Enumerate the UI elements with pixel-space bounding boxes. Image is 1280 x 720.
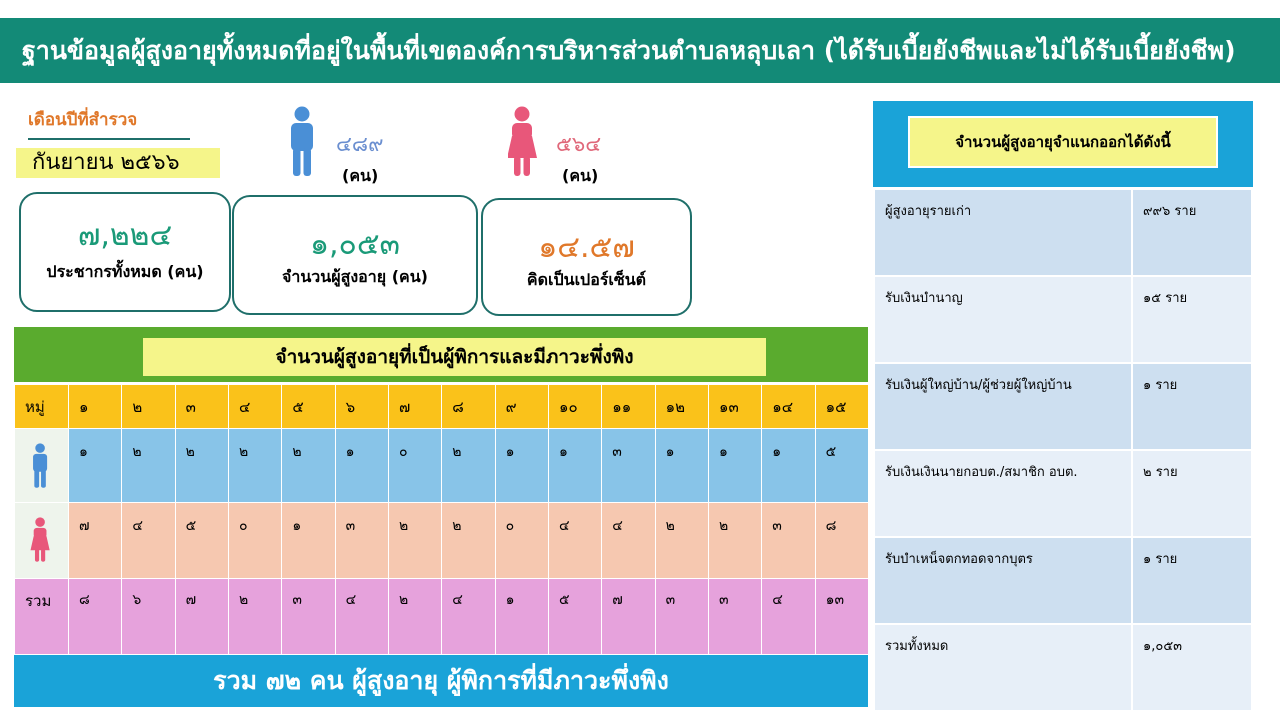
- village-header-row: [15, 385, 869, 429]
- female-count-cell: ๔: [548, 503, 601, 579]
- male-count-cell: ๕: [815, 429, 868, 503]
- male-count-cell: ๒: [228, 429, 281, 503]
- female-unit: (คน): [562, 166, 599, 185]
- classification-label: รับบำเหน็จตกทอดจากบุตร: [874, 537, 1132, 624]
- village-cell: ๗: [388, 385, 441, 429]
- male-count-cell: ๑: [655, 429, 708, 503]
- village-cell: ๑๓: [708, 385, 761, 429]
- total-count-cell: ๒: [388, 579, 441, 655]
- classification-row: [874, 363, 1252, 450]
- female-count-cell: ๗: [69, 503, 122, 579]
- male-count-cell: ๒: [282, 429, 335, 503]
- male-count-cell: ๑: [495, 429, 548, 503]
- village-cell: ๓: [175, 385, 228, 429]
- male-count-cell: ๑: [548, 429, 601, 503]
- male-count: ๔๘๙: [336, 132, 384, 156]
- classification-value: ๑ ราย: [1132, 363, 1252, 450]
- village-cell: ๖: [335, 385, 388, 429]
- elderly-count-label: จำนวนผู้สูงอายุ (คน): [282, 267, 428, 286]
- classification-row: [874, 189, 1252, 276]
- village-cell: ๑๔: [762, 385, 815, 429]
- disabled-table: [14, 384, 869, 655]
- female-count: ๕๖๔: [556, 132, 602, 156]
- male-row-label: [15, 429, 69, 503]
- total-count-cell: ๒: [228, 579, 281, 655]
- survey-date-label: เดือนปีที่สำรวจ: [28, 110, 138, 130]
- female-count-cell: ๓: [762, 503, 815, 579]
- classification-label: รับเงินผู้ใหญ่บ้าน/ผู้ช่วยผู้ใหญ่บ้าน: [874, 363, 1132, 450]
- male-count-cell: ๑: [708, 429, 761, 503]
- male-count-cell: ๑: [69, 429, 122, 503]
- female-row-label: [15, 503, 69, 579]
- female-count-cell: ๒: [655, 503, 708, 579]
- male-count-group: [288, 106, 408, 186]
- male-count-cell: ๒: [175, 429, 228, 503]
- male-person-icon: [29, 443, 55, 489]
- elderly-percent-card: [481, 198, 692, 316]
- total-row-label: รวม: [15, 579, 69, 655]
- total-count-cell: ๔: [335, 579, 388, 655]
- total-count-cell: ๓: [282, 579, 335, 655]
- village-cell: ๙: [495, 385, 548, 429]
- female-count-cell: ๔: [122, 503, 175, 579]
- female-count-cell: ๐: [495, 503, 548, 579]
- classification-label: รวมทั้งหมด: [874, 624, 1132, 711]
- classification-label: รับเงินบำนาญ: [874, 276, 1132, 363]
- male-count-cell: ๐: [388, 429, 441, 503]
- total-population-card: [19, 192, 231, 312]
- male-count-cell: ๒: [122, 429, 175, 503]
- classification-table: [873, 188, 1253, 712]
- page-title: ฐานข้อมูลผู้สูงอายุทั้งหมดที่อยู่ในพื้นที่เขตองค์การบริหารส่วนตำบลหลุบเลา (ได้รับเบี้ยยังชีพและไม่ได้รับเบี้ยยังชีพ): [0, 18, 1280, 83]
- classification-row: [874, 537, 1252, 624]
- female-person-icon: [508, 106, 542, 178]
- village-cell: ๑๑: [602, 385, 655, 429]
- male-row: [15, 429, 869, 503]
- village-header-label: หมู่: [15, 385, 69, 429]
- village-cell: ๑๕: [815, 385, 868, 429]
- village-cell: ๒: [122, 385, 175, 429]
- village-cell: ๕: [282, 385, 335, 429]
- female-count-cell: ๓: [335, 503, 388, 579]
- classification-value: ๒ ราย: [1132, 450, 1252, 537]
- elderly-count-card: [232, 195, 478, 315]
- classification-title: จำนวนผู้สูงอายุจำแนกออกได้ดังนี้: [908, 116, 1218, 168]
- male-person-icon: [288, 106, 322, 178]
- total-count-cell: ๘: [69, 579, 122, 655]
- village-cell: ๘: [442, 385, 495, 429]
- female-count-cell: ๒: [388, 503, 441, 579]
- total-count-cell: ๖: [122, 579, 175, 655]
- total-count-cell: ๗: [175, 579, 228, 655]
- elderly-percent-value: ๑๔.๕๗: [538, 230, 635, 265]
- classification-label: รับเงินเงินนายกอบต./สมาชิก อบต.: [874, 450, 1132, 537]
- male-count-cell: ๑: [335, 429, 388, 503]
- village-cell: ๑: [69, 385, 122, 429]
- total-count-cell: ๔: [762, 579, 815, 655]
- female-count-cell: ๒: [442, 503, 495, 579]
- total-count-cell: ๓: [655, 579, 708, 655]
- classification-row: [874, 624, 1252, 711]
- total-count-cell: ๑๓: [815, 579, 868, 655]
- female-count-cell: ๘: [815, 503, 868, 579]
- elderly-count-value: ๑,๐๕๓: [309, 227, 401, 262]
- female-count-cell: ๒: [708, 503, 761, 579]
- village-cell: ๔: [228, 385, 281, 429]
- survey-date-value: กันยายน ๒๕๖๖: [16, 148, 220, 178]
- classification-value: ๙๙๖ ราย: [1132, 189, 1252, 276]
- female-person-icon: [29, 517, 55, 563]
- classification-row: [874, 450, 1252, 537]
- male-unit: (คน): [342, 166, 379, 185]
- classification-row: [874, 276, 1252, 363]
- total-population-label: ประชากรทั้งหมด (คน): [46, 262, 204, 281]
- disabled-section-title: จำนวนผู้สูงอายุที่เป็นผู้พิการและมีภาวะพึ่งพิง: [143, 338, 766, 376]
- disabled-summary: รวม ๗๒ คน ผู้สูงอายุ ผู้พิการที่มีภาวะพึ่งพิง: [14, 655, 868, 707]
- total-count-cell: ๑: [495, 579, 548, 655]
- elderly-percent-label: คิดเป็นเปอร์เซ็นต์: [526, 270, 647, 289]
- total-count-cell: ๕: [548, 579, 601, 655]
- classification-value: ๑,๐๕๓: [1132, 624, 1252, 711]
- female-count-cell: ๐: [228, 503, 281, 579]
- female-count-group: [508, 106, 628, 186]
- classification-value: ๑ ราย: [1132, 537, 1252, 624]
- female-count-cell: ๑: [282, 503, 335, 579]
- female-count-cell: ๔: [602, 503, 655, 579]
- village-cell: ๑๒: [655, 385, 708, 429]
- male-count-cell: ๑: [762, 429, 815, 503]
- female-count-cell: ๕: [175, 503, 228, 579]
- village-cell: ๑๐: [548, 385, 601, 429]
- classification-value: ๑๕ ราย: [1132, 276, 1252, 363]
- male-count-cell: ๓: [602, 429, 655, 503]
- total-count-cell: ๓: [708, 579, 761, 655]
- total-row: [15, 579, 869, 655]
- total-count-cell: ๔: [442, 579, 495, 655]
- female-row: [15, 503, 869, 579]
- male-count-cell: ๒: [442, 429, 495, 503]
- total-population-value: ๗,๒๒๔: [77, 218, 173, 253]
- total-count-cell: ๗: [602, 579, 655, 655]
- classification-label: ผู้สูงอายุรายเก่า: [874, 189, 1132, 276]
- divider: [28, 138, 190, 140]
